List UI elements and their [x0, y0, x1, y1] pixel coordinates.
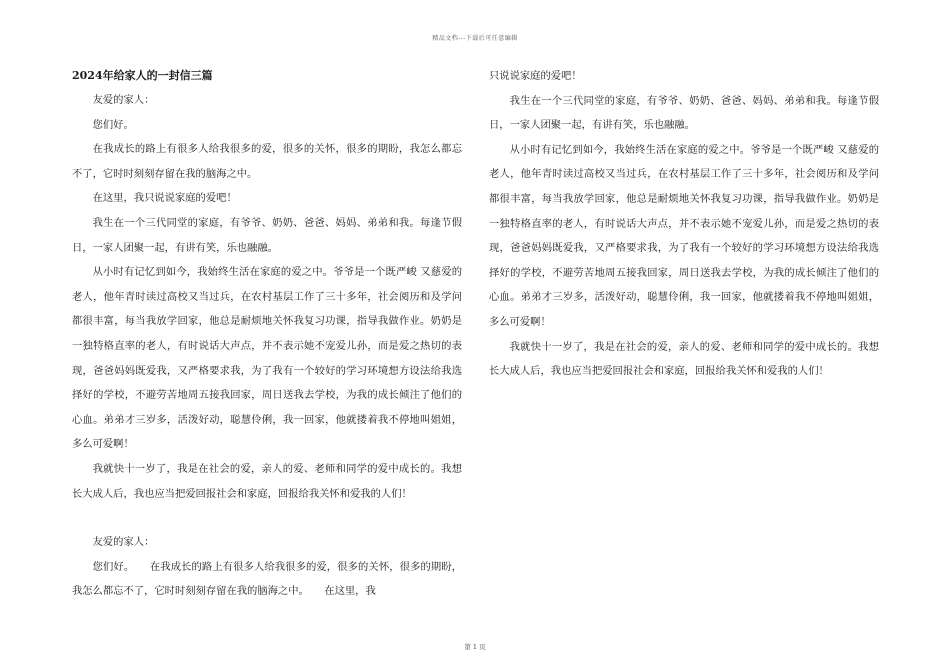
paragraph: 我生在一个三代同堂的家庭，有爷爷、奶奶、爸爸、妈妈、弟弟和我。每逢节假日，一家人团聚一起，有讲有笑，乐也融融。: [489, 94, 879, 132]
greeting: 您们好。: [92, 118, 134, 131]
paragraph: 在这里，我只说说家庭的爱吧！: [92, 192, 237, 205]
document-title: 2024年给家人的一封信三篇: [72, 69, 213, 82]
page-number: 第 1 页: [464, 643, 486, 651]
salutation: 友爱的家人：: [92, 536, 155, 549]
paragraph: 从小时有记忆到如今，我始终生活在家庭的爱之中。爷爷是一个既严峻 又慈爱的老人，他年青时读过高校又当过兵，在农村基层工作了三十多年，社会阅历和及学问都很丰富，每当我放学回家，他总是耐烦地关怀我复习功课，指导我做作业。奶奶是一独特格直率的老人，有时说话大声点，并不表示她不宠爱儿孙，而是爱之热切的表现，爸爸妈妈既爱我，又严格要求我，为了我有一个较好的学习环境想方设法给我选择好的学校，不避劳苦地周五接我回家，周日送我去学校，为我的成长倾注了他们的心血。弟弟才三岁多，活泼好动，聪慧伶俐，我一回家，他就搂着我不停地叫姐姐，多么可爱啊！: [489, 143, 879, 328]
paragraph: 我就快十一岁了，我是在社会的爱，亲人的爱、老师和同学的爱中成长的。我想长大成人后，我也应当把爱回报社会和家庭，回报给我关怀和爱我的人们！: [489, 340, 879, 378]
paragraph-continued: 只说说家庭的爱吧！: [489, 70, 582, 82]
page-header: 精品文档---下载后可任意编辑: [432, 35, 518, 42]
left-column: [72, 64, 462, 604]
paragraph: 您们好。 在我成长的路上有很多人给我很多的爱，很多的关怀，很多的期盼，我怎么都忘不了，它时时刻刻存留在我的脑海之中。 在这里，我: [72, 560, 462, 598]
salutation: 友爱的家人：: [92, 94, 155, 106]
paragraph: 我生在一个三代同堂的家庭，有爷爷、奶奶、爸爸、妈妈、弟弟和我。每逢节假日，一家人团聚一起，有讲有笑，乐也融融。: [72, 216, 462, 254]
paragraph: 我就快十一岁了，我是在社会的爱，亲人的爱、老师和同学的爱中成长的。我想长大成人后，我也应当把爱回报社会和家庭，回报给我关怀和爱我的人们！: [72, 462, 462, 500]
paragraph: 从小时有记忆到如今，我始终生活在家庭的爱之中。爷爷是一个既严峻 又慈爱的老人，他年青时读过高校又当过兵，在农村基层工作了三十多年，社会阅历和及学问都很丰富，每当我放学回家，他总是耐烦地关怀我复习功课，指导我做作业。奶奶是一独特格直率的老人，有时说话大声点，并不表示她不宠爱儿孙，而是爱之热切的表现，爸爸妈妈既爱我，又严格要求我，为了我有一个较好的学习环境想方设法给我选择好的学校，不避劳苦地周五接我回家，周日送我去学校，为我的成长倾注了他们的心血。弟弟才三岁多，活泼好动，聪慧伶俐，我一回家，他就搂着我不停地叫姐姐，多么可爱啊！: [72, 266, 462, 451]
paragraph: 在我成长的路上有很多人给我很多的爱，很多的关怀，很多的期盼，我怎么都忘不了，它时时刻刻存留在我的脑海之中。: [72, 143, 462, 180]
right-column: [489, 64, 879, 384]
blank-line: [72, 506, 462, 530]
